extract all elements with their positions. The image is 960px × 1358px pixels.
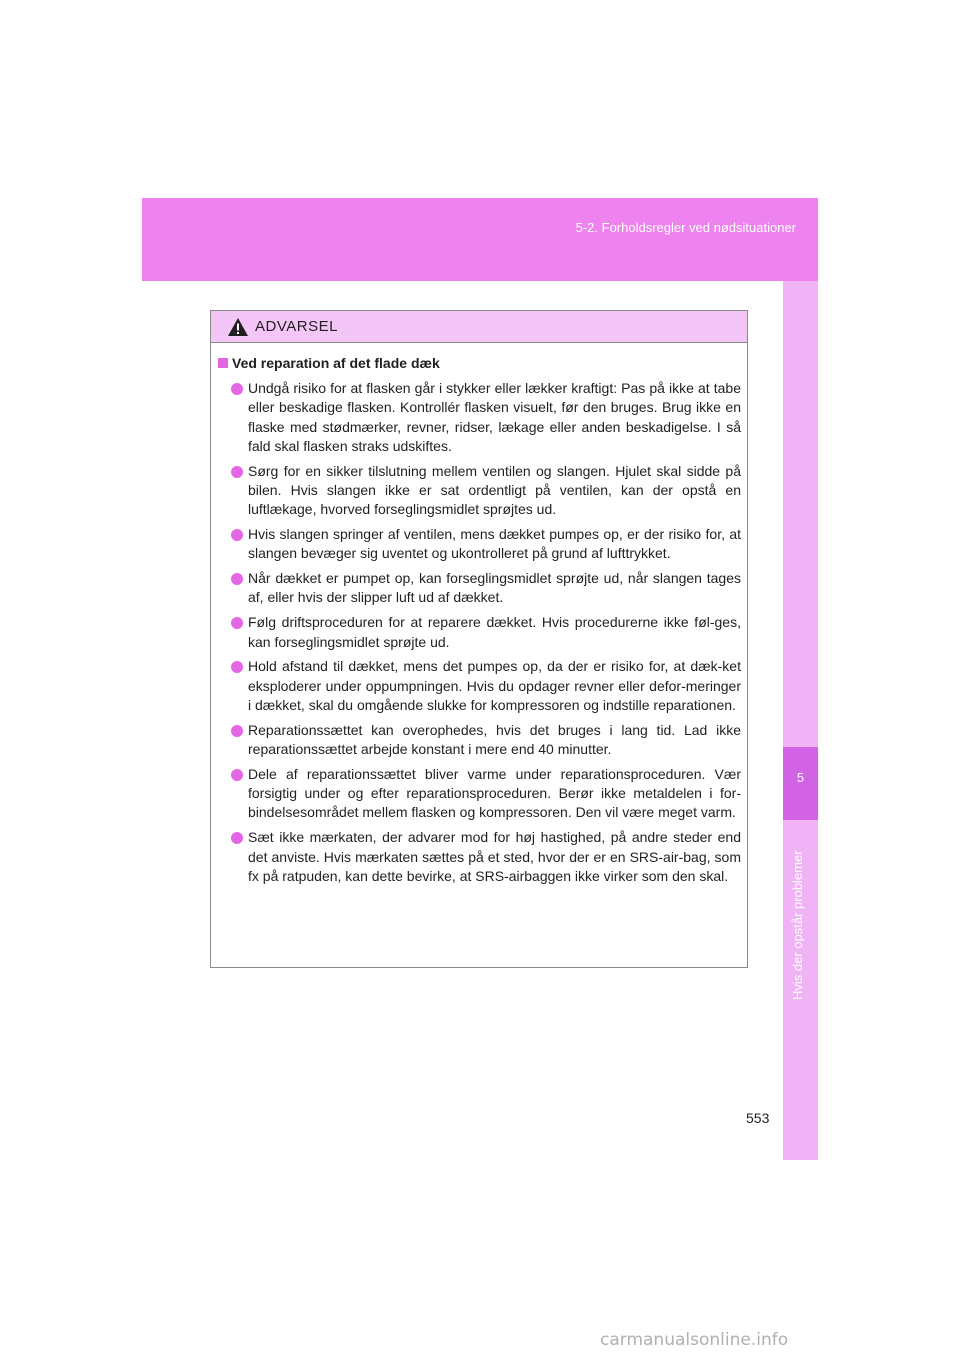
bullet-dot-icon — [231, 529, 243, 541]
list-item — [218, 569, 741, 608]
chapter-number: 5 — [796, 770, 805, 785]
list-item — [218, 525, 741, 564]
list-item — [218, 613, 741, 652]
bullet-dot-icon — [231, 383, 243, 395]
bullet-dot-icon — [231, 466, 243, 478]
warning-body — [211, 343, 747, 886]
bullet-dot-icon — [231, 725, 243, 737]
bullet-dot-icon — [231, 832, 243, 844]
bullet-dot-icon — [231, 769, 243, 781]
list-item-text: Følg driftsproceduren for at reparere dækket. Hvis procedurerne ikke føl-ges, kan forseglingsmidlet sprøjte ud. — [248, 614, 741, 650]
warning-header — [211, 311, 747, 343]
list-item-text: Undgå risiko for at flasken går i stykker eller lækker kraftigt: Pas på ikke at tabe eller beskadige flasken. Kontrollér flasken visuelt, før den bruges. Brug ikke en flaske med stødmærker, revner, ridser, lækage eller anden beskadigelse. I så fald skal flasken straks udskiftes. — [248, 380, 741, 454]
header-band — [142, 198, 818, 281]
list-item-text: Hold afstand til dækket, mens det pumpes op, da der er risiko for, at dæk-ket eksploderer under oppumpningen. Hvis du opdager revner eller defor-meringer i dækket, skal du omgående slukke for kompressoren og indstille reparationen. — [248, 658, 741, 713]
watermark: carmanualsonline.info — [600, 1330, 789, 1350]
side-tab — [783, 281, 818, 1160]
section-title — [218, 353, 741, 373]
warning-triangle-icon — [227, 317, 249, 337]
warning-title: ADVARSEL — [255, 318, 338, 335]
list-item-text: Sæt ikke mærkaten, der advarer mod for høj hastighed, på andre steder end det anviste. Hvis mærkaten sættes på et sted, hvor der er en SRS-air-bag, som fx på ratpuden, kan dette bevirke, at SRS-airbaggen ikke virker som den skal. — [248, 829, 741, 884]
list-item-text: Sørg for en sikker tilslutning mellem ventilen og slangen. Hjulet skal sidde på bilen. Hvis slangen ikke er sat ordentligt på ventilen, kan der opstå en luftlækage, hvorved forseglingsmidlet sprøjtes ud. — [248, 462, 741, 518]
list-item — [218, 462, 741, 520]
page-number: 553 — [746, 1110, 770, 1126]
bullet-dot-icon — [231, 573, 243, 585]
list-item — [218, 657, 741, 715]
section-title-text: Ved reparation af det flade dæk — [232, 355, 440, 371]
list-item-text: Hvis slangen springer af ventilen, mens dækket pumpes op, er der risiko for, at slangen bevæger sig uventet og ukontrolleret på grund af lufttrykket. — [248, 526, 741, 562]
bullet-dot-icon — [231, 617, 243, 629]
list-item — [218, 379, 741, 456]
list-item — [218, 765, 741, 823]
warning-box — [210, 310, 748, 968]
chapter-title: Hvis der opstår problemer — [790, 850, 805, 1000]
bullet-dot-icon — [231, 661, 243, 673]
list-item — [218, 828, 741, 886]
list-item — [218, 721, 741, 760]
square-bullet-icon — [218, 358, 228, 368]
list-item-text: Når dækket er pumpet op, kan forseglingsmidlet sprøjte ud, når slangen tages af, eller hvis der slipper luft ud af dækket. — [248, 570, 741, 606]
section-header: 5-2. Forholdsregler ved nødsituationer — [575, 220, 796, 235]
list-item-text: Dele af reparationssættet bliver varme under reparationsproceduren. Vær forsigtig under og efter reparationsproceduren. Berør ikke metaldelen i for-bindelsesområdet mellem flasken og kompressoren. Den vil være meget varm. — [248, 765, 741, 821]
list-item-text: Reparationssættet kan overophedes, hvis det bruges i lang tid. Lad ikke reparationssættet arbejde konstant i mere end 40 minutter. — [248, 721, 741, 758]
